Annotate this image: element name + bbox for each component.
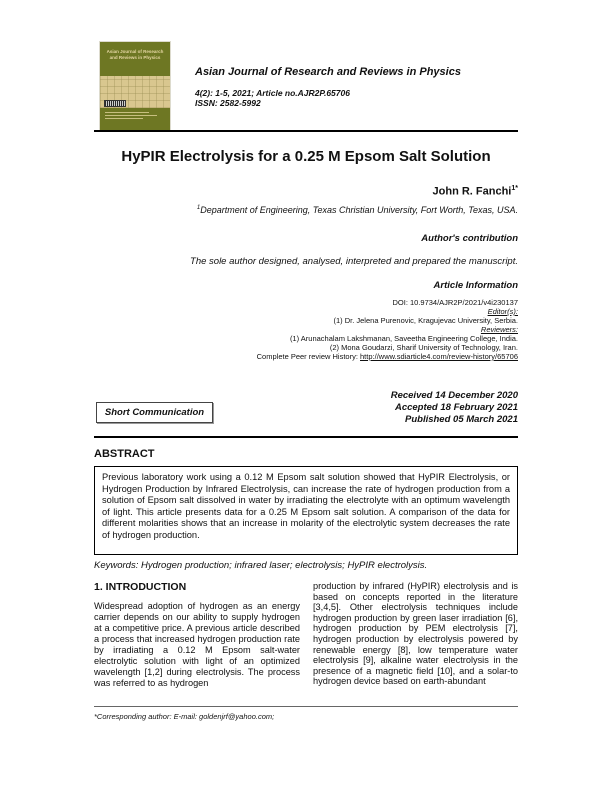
author-superscript: 1*	[511, 185, 518, 192]
journal-header	[195, 66, 518, 108]
footnote-divider	[94, 706, 518, 707]
doi-line: DOI: 10.9734/AJR2P/2021/v4i230137	[392, 298, 518, 307]
journal-cover-thumbnail	[100, 42, 170, 130]
accepted-date: Accepted 18 February 2021	[394, 402, 518, 413]
abstract-heading: ABSTRACT	[94, 448, 155, 460]
journal-issn: ISSN: 2582-5992	[195, 98, 261, 108]
reviewers-label: Reviewers:	[480, 325, 518, 334]
author-name	[94, 185, 518, 198]
received-date: Received 14 December 2020	[390, 390, 518, 401]
section-heading-introduction: 1. INTRODUCTION	[94, 581, 187, 593]
corresponding-author-note: *Corresponding author: E-mail: goldenjrf@yahoo.com;	[94, 712, 275, 721]
author-text: John R. Fanchi	[432, 185, 512, 198]
abstract-text: Previous laboratory work using a 0.12 M Epsom salt solution showed that HyPIR Electrolysis, or Hydrogen Production by Infrared Electrolysis, can increase the rate of hydrogen production from a solution of Epsom salt dissolved in water by irradiating the electrolyte with an optimum wavelength of light. This article presents data for a 0.25 M Epsom salt solution. A comparison of the data for different molarities shows that an increase in molarity of the electrolytic system decreases the rate of hydrogen production.	[94, 466, 518, 555]
journal-cover-title: Asian Journal of Research and Reviews in Physics	[100, 42, 170, 76]
body-column-right: production by infrared (HyPIR) electrolysis and is based on concepts reported in the literature [3,4,5]. Other electrolysis techniques include hydrogen production by green laser irradiation [6], hydrogen production by PEM electrolysis [7], hydrogen production by electrolysis powered by renewable energy [8], low temperature water electrolysis [9], alkaline water electrolysis in the presence of a magnetic field [10], and a solar-to hydrogen device based on earth-abundant	[313, 581, 518, 687]
journal-name: Asian Journal of Research and Reviews in Physics	[195, 66, 461, 78]
peer-review-history-link[interactable]: http://www.sdiarticle4.com/review-history/65706	[360, 352, 518, 361]
journal-issue-info: 4(2): 1-5, 2021; Article no.AJR2P.65706	[195, 88, 350, 98]
page-title: HyPIR Electrolysis for a 0.25 M Epsom Salt Solution	[121, 148, 491, 165]
header-divider	[94, 130, 518, 132]
editor-entry: (1) Dr. Jelena Purenovic, Kragujevac University, Serbia.	[333, 316, 518, 325]
reviewer-entry: (2) Mona Goudarzi, Sharif University of Technology, Iran.	[329, 343, 518, 352]
editors-label: Editor(s):	[487, 307, 518, 316]
affiliation-text: Department of Engineering, Texas Christian University, Fort Worth, Texas, USA.	[200, 205, 518, 215]
journal-cover-pattern	[100, 76, 170, 108]
article-type-badge: Short Communication	[96, 402, 213, 423]
peer-review-line	[94, 352, 518, 361]
body-column-left: Widespread adoption of hydrogen as an energy carrier depends on our ability to supply hydrogen at a competitive price. A previous article described a process that increased hydrogen production rate by irradiating a 0.12 M Epsom salt-water electrolytic solution with light of an optimized wavelength [1,2] during electrolysis. The process was referred to as hydrogen	[94, 601, 300, 688]
article-information-block	[94, 298, 518, 361]
contribution-text: The sole author designed, analysed, interpreted and prepared the manuscript.	[190, 256, 518, 267]
abstract-divider	[94, 436, 518, 438]
article-information-heading: Article Information	[433, 280, 518, 291]
author-affiliation	[94, 205, 518, 215]
keywords-line: Keywords: Hydrogen production; infrared laser; electrolysis; HyPIR electrolysis.	[94, 560, 428, 571]
barcode-icon	[104, 100, 126, 107]
published-date: Published 05 March 2021	[405, 414, 518, 425]
affiliation-superscript: 1	[196, 205, 201, 211]
peer-review-label: Complete Peer review History:	[256, 352, 361, 361]
journal-cover-footer	[100, 108, 170, 130]
contribution-heading: Author's contribution	[421, 233, 518, 244]
reviewer-entry: (1) Arunachalam Lakshmanan, Saveetha Engineering College, India.	[289, 334, 518, 343]
